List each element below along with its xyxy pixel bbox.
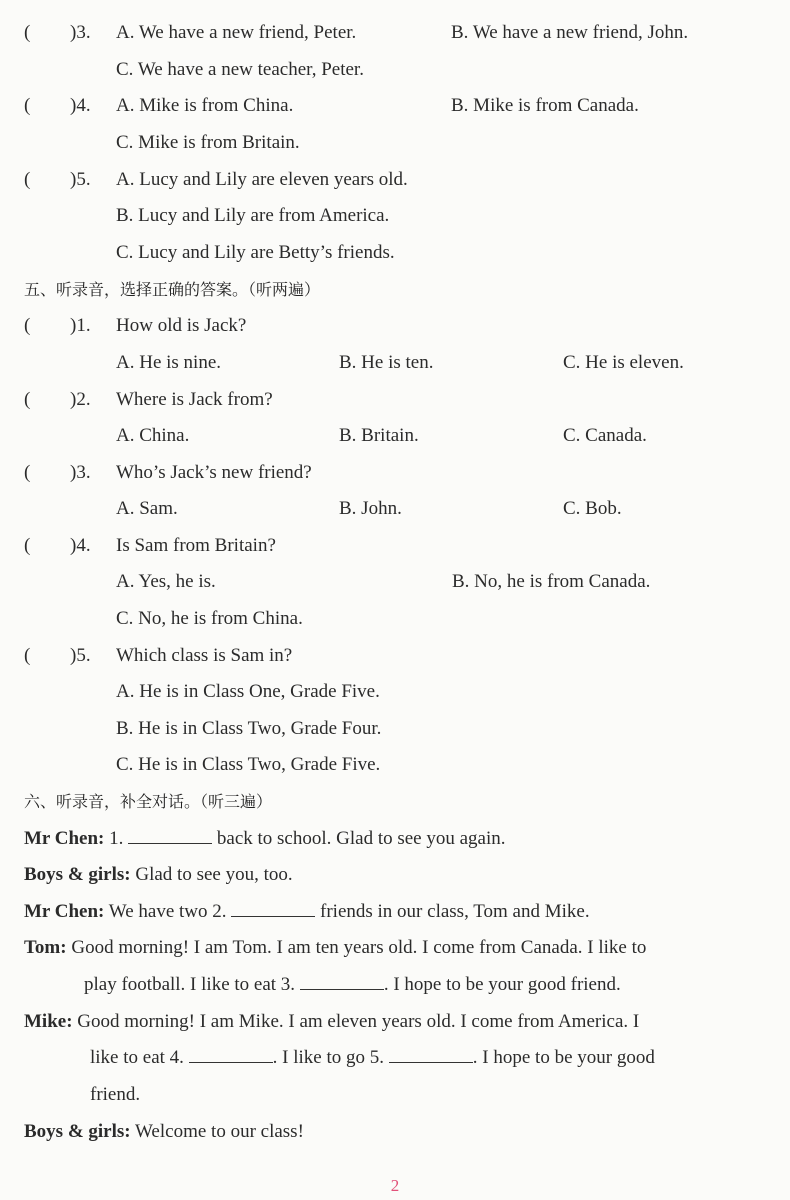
speaker-label: Mr Chen: [24,901,105,922]
question-text: Is Sam from Britain? [116,535,276,556]
dialogue-text: . I hope to be your good [472,1047,655,1068]
speaker-label: Mike: [24,1011,73,1032]
option-c: C. He is eleven. [563,352,684,373]
fill-blank[interactable] [389,1045,473,1063]
question-number: )4. [70,95,91,116]
answer-bracket: ( [24,95,31,116]
answer-bracket: ( [24,462,31,483]
dialogue-text: 1. [104,828,129,849]
option-a: A. Mike is from China. [116,95,294,116]
answer-bracket: ( [24,169,31,190]
dialogue-line [24,1009,639,1035]
option-b: B. Mike is from Canada. [451,95,639,116]
question-text: Who’s Jack’s new friend? [116,462,312,483]
dialogue-text: like to eat 4. [90,1047,189,1068]
section-heading: 六、听录音，补全对话。（听三遍） [24,792,273,811]
option-a: A. Lucy and Lily are eleven years old. [116,169,408,190]
answer-bracket: ( [24,535,31,556]
dialogue-text: back to school. Glad to see you again. [212,828,506,849]
dialogue-text: Good morning! I am Tom. I am ten years old. I come from Canada. I like to [66,937,647,958]
option-c: C. He is in Class Two, Grade Five. [116,754,381,775]
option-b: B. Lucy and Lily are from America. [116,205,390,226]
question-text: Where is Jack from? [116,389,273,410]
answer-bracket: ( [24,645,31,666]
dialogue-line [90,1082,140,1108]
fill-blank[interactable] [128,826,212,844]
option-a: A. He is nine. [116,352,222,373]
option-a: A. Yes, he is. [116,571,216,592]
question-number: )1. [70,315,91,336]
question-text: Which class is Sam in? [116,645,293,666]
fill-blank[interactable] [300,972,384,990]
dialogue-text: Good morning! I am Mike. I am eleven years old. I come from America. I [72,1011,640,1032]
dialogue-text: friends in our class, Tom and Mike. [315,901,590,922]
dialogue-text: We have two 2. [104,901,232,922]
speaker-label: Tom: [24,937,67,958]
dialogue-text: Glad to see you, too. [130,864,293,885]
answer-bracket: ( [24,389,31,410]
dialogue-line [24,862,293,888]
dialogue-line [90,1045,655,1071]
section-heading: 五、听录音，选择正确的答案。（听两遍） [24,280,321,299]
option-b: B. Britain. [339,425,419,446]
speaker-label: Boys & girls: [24,864,131,885]
question-number: )3. [70,462,91,483]
dialogue-line [24,1119,304,1145]
question-number: )3. [70,22,91,43]
speaker-label: Boys & girls: [24,1121,131,1142]
dialogue-text: friend. [90,1084,141,1105]
option-a: A. He is in Class One, Grade Five. [116,681,380,702]
answer-bracket: ( [24,315,31,336]
speaker-label: Mr Chen: [24,828,105,849]
option-c: C. Lucy and Lily are Betty’s friends. [116,242,395,263]
option-a: A. China. [116,425,190,446]
option-b: B. No, he is from Canada. [452,571,651,592]
option-b: B. John. [339,498,402,519]
dialogue-line [24,899,590,925]
fill-blank[interactable] [231,899,315,917]
dialogue-text: Welcome to our class! [130,1121,304,1142]
fill-blank[interactable] [189,1045,273,1063]
question-text: How old is Jack? [116,315,247,336]
dialogue-line [24,826,506,852]
option-c: C. No, he is from China. [116,608,303,629]
option-c: C. Mike is from Britain. [116,132,300,153]
answer-bracket: ( [24,22,31,43]
question-number: )5. [70,169,91,190]
option-b: B. He is in Class Two, Grade Four. [116,718,382,739]
question-number: )5. [70,645,91,666]
question-number: )2. [70,389,91,410]
dialogue-line [84,972,621,998]
option-b: B. He is ten. [339,352,434,373]
dialogue-text: . I like to go 5. [272,1047,389,1068]
page-number: 2 [390,1176,400,1195]
option-a: A. We have a new friend, Peter. [116,22,357,43]
option-c: C. Bob. [563,498,622,519]
option-b: B. We have a new friend, John. [451,22,689,43]
dialogue-text: play football. I like to eat 3. [84,974,300,995]
option-a: A. Sam. [116,498,178,519]
dialogue-text: . I hope to be your good friend. [383,974,621,995]
dialogue-line [24,935,646,961]
option-c: C. We have a new teacher, Peter. [116,59,364,80]
option-c: C. Canada. [563,425,647,446]
question-number: )4. [70,535,91,556]
